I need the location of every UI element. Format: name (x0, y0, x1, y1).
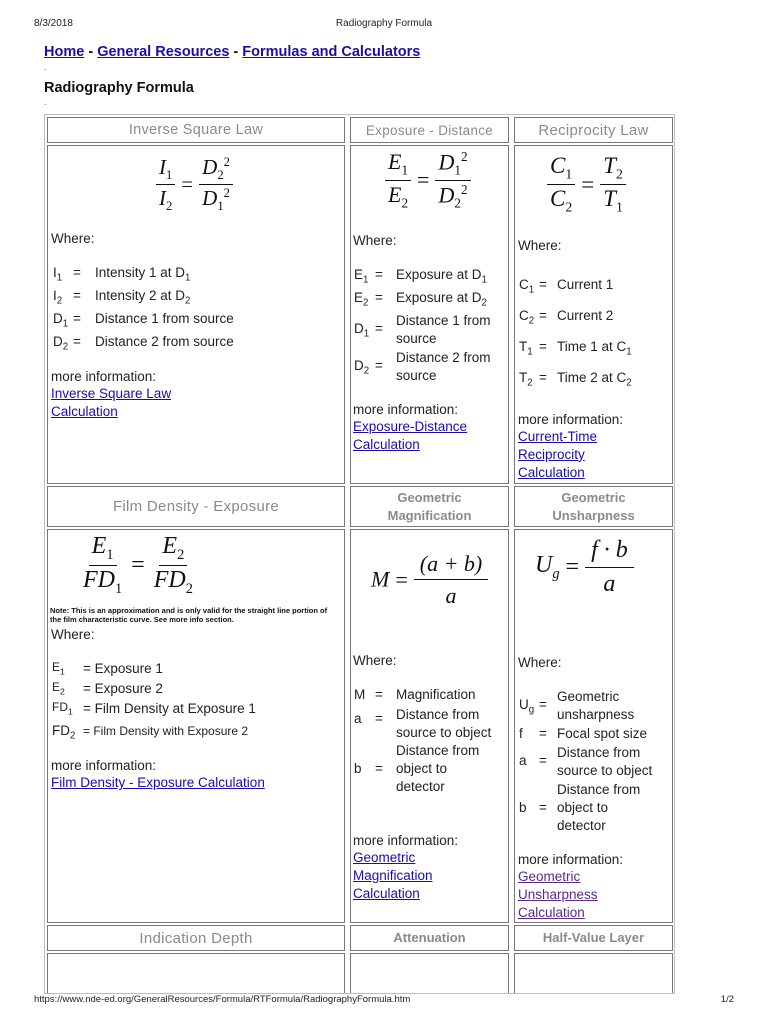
definition-row: b = Distance from object to detector (354, 743, 480, 794)
header-label: Film Density - Exposure (112, 498, 280, 515)
header-geometric-magnification (350, 486, 509, 527)
reciprocity-law-cell (514, 145, 673, 484)
definition-row: $D_2$ = Distance 2 from source (354, 350, 491, 383)
where-label: Where: (353, 233, 397, 248)
where-label: Where: (51, 231, 95, 246)
more-info-label: more information: (518, 852, 624, 867)
definition-row: $C_2$ = Current 2 (519, 308, 614, 327)
formula-table (44, 114, 675, 994)
print-date: 8/3/2018 (34, 18, 73, 29)
reciprocity-calculation-link[interactable]: Calculation (518, 464, 585, 480)
print-page-number: 1/2 (720, 994, 734, 1005)
geometric-unsharpness-formula: $U_g$ = $\frac{f \cdot b}{a}$ (535, 538, 634, 597)
print-header (34, 18, 734, 32)
breadcrumb (44, 44, 420, 60)
current-time-link[interactable]: Current-Time (518, 429, 598, 444)
geometric-unsharpness-cell (514, 529, 673, 923)
header-label: Reciprocity Law (538, 121, 649, 139)
inverse-square-calculation-link[interactable]: Calculation (51, 403, 118, 419)
header-label: Geometric Magnification (387, 489, 472, 523)
definition-row: $C_1$ = Current 1 (519, 277, 614, 296)
separator-mark: - (44, 99, 47, 109)
more-info-links (353, 418, 467, 454)
definition-row: a = Distance from source to object (519, 745, 653, 778)
definition-row: b = Distance from object to detector (519, 782, 641, 833)
definition-row: M = Magnification (354, 687, 476, 702)
geometric-magnification-cell (350, 529, 509, 923)
exposure-distance-calculation-link[interactable]: Calculation (353, 436, 420, 452)
more-info-links (518, 868, 598, 921)
exposure-distance-cell (350, 145, 509, 484)
attenuation-cell (350, 953, 509, 994)
header-label: Half-Value Layer (542, 930, 645, 946)
breadcrumb-formulas-link[interactable]: Formulas and Calculators (242, 44, 421, 60)
definition-row: $D_1$ = Distance 1 from source (53, 311, 234, 330)
header-indication-depth (47, 925, 345, 951)
geometric-link[interactable]: Geometric (518, 869, 581, 884)
reciprocity-formula: $\frac{C_1}{C_2}$ = $\frac{T_2}{T_1}$ (547, 154, 626, 215)
definition-row: $T_1$ = Time 1 at $C_1$ (519, 339, 632, 358)
print-url: https://www.nde-ed.org/GeneralResources/Formula/RTFormula/RadiographyFormula.htm (34, 994, 411, 1005)
more-info-links (353, 849, 433, 902)
indication-depth-cell (47, 953, 345, 994)
definition-row: $T_2$ = Time 2 at $C_2$ (519, 370, 632, 389)
header-half-value-layer (514, 925, 673, 951)
definition-row: $FD_2$ = Film Density with Exposure 2 (52, 723, 249, 742)
header-label: Geometric Unsharpness (552, 489, 635, 523)
print-title: Radiography Formula (335, 18, 433, 29)
separator-mark: - (44, 64, 47, 74)
header-label: Indication Depth (139, 929, 253, 947)
header-reciprocity-law (514, 117, 673, 143)
definition-row: $FD_1$ = Film Density at Exposure 1 (52, 700, 256, 717)
unsharpness-calculation-link[interactable]: Calculation (518, 904, 585, 920)
more-info-links (51, 774, 265, 792)
film-density-cell (47, 529, 345, 923)
header-label: Inverse Square Law (128, 122, 264, 138)
more-info-label: more information: (51, 758, 157, 773)
film-density-formula: $\frac{E_1}{FD_1}$ = $\frac{E_2}{FD_2}$ (83, 533, 193, 597)
definition-row: $I_1$ = Intensity 1 at $D_1$ (53, 265, 191, 284)
definition-row: a = Distance from source to object (354, 707, 492, 740)
exposure-distance-link[interactable]: Exposure-Distance (353, 419, 468, 434)
page-title: Radiography Formula (44, 80, 194, 96)
more-info-label: more information: (51, 369, 157, 384)
breadcrumb-separator: - (88, 44, 94, 60)
header-label: Attenuation (393, 930, 466, 946)
reciprocity-link[interactable]: Reciprocity (518, 446, 585, 462)
geometric-link[interactable]: Geometric (353, 850, 416, 865)
definition-row: $E_1$ = Exposure 1 (52, 660, 163, 677)
definition-row: $D_1$ = Distance 1 from source (354, 313, 491, 346)
inverse-square-law-link[interactable]: Inverse Square Law (51, 386, 172, 401)
breadcrumb-home-link[interactable]: Home (44, 44, 85, 60)
exposure-distance-formula: $\frac{E_1}{E_2}$ = $\frac{D_1^2}{D_2^2}$ (385, 150, 471, 210)
header-exposure-distance (350, 117, 509, 143)
header-inverse-square-law (47, 117, 345, 143)
where-label: Where: (353, 653, 397, 668)
definition-row: $E_2$ = Exposure at $D_2$ (354, 290, 487, 309)
where-label: Where: (518, 238, 562, 253)
where-label: Where: (51, 627, 95, 642)
definition-row: f = Focal spot size (519, 726, 648, 741)
header-label: Exposure - Distance (365, 122, 494, 138)
film-density-note: Note: This is an approximation and is only valid for the straight line portion of the film characteristic curve. See more info section. (50, 606, 328, 625)
magnification-calculation-link[interactable]: Calculation (353, 885, 420, 901)
definition-row: $D_2$ = Distance 2 from source (53, 334, 234, 353)
magnification-link[interactable]: Magnification (353, 867, 433, 883)
more-info-label: more information: (353, 402, 459, 417)
breadcrumb-separator: - (233, 44, 239, 60)
film-density-calculation-link[interactable]: Film Density - Exposure Calculation (51, 775, 265, 790)
definition-row: $E_1$ = Exposure at $D_1$ (354, 267, 487, 286)
more-info-label: more information: (518, 412, 624, 427)
header-film-density-exposure (47, 486, 345, 527)
definition-row: $I_2$ = Intensity 2 at $D_2$ (53, 288, 191, 307)
where-label: Where: (518, 655, 562, 670)
more-info-links (518, 428, 597, 481)
more-info-links (51, 385, 171, 421)
print-footer (34, 994, 734, 1008)
more-info-label: more information: (353, 833, 459, 848)
geometric-magnification-formula: M = $\frac{(a + b)}{a}$ (371, 552, 488, 607)
half-value-layer-cell (514, 953, 673, 994)
definition-row: $U_g$ = Geometric unsharpness (519, 689, 635, 722)
inverse-square-law-cell (47, 145, 345, 484)
definition-row: $E_2$ = Exposure 2 (52, 680, 163, 697)
header-attenuation (350, 925, 509, 951)
unsharpness-link[interactable]: Unsharpness (518, 886, 598, 902)
header-geometric-unsharpness (514, 486, 673, 527)
breadcrumb-general-resources-link[interactable]: General Resources (97, 44, 230, 60)
inverse-square-formula: $\frac{I_1}{I_2}$ = $\frac{D_2^2}{D_1^2}$ (156, 156, 233, 214)
